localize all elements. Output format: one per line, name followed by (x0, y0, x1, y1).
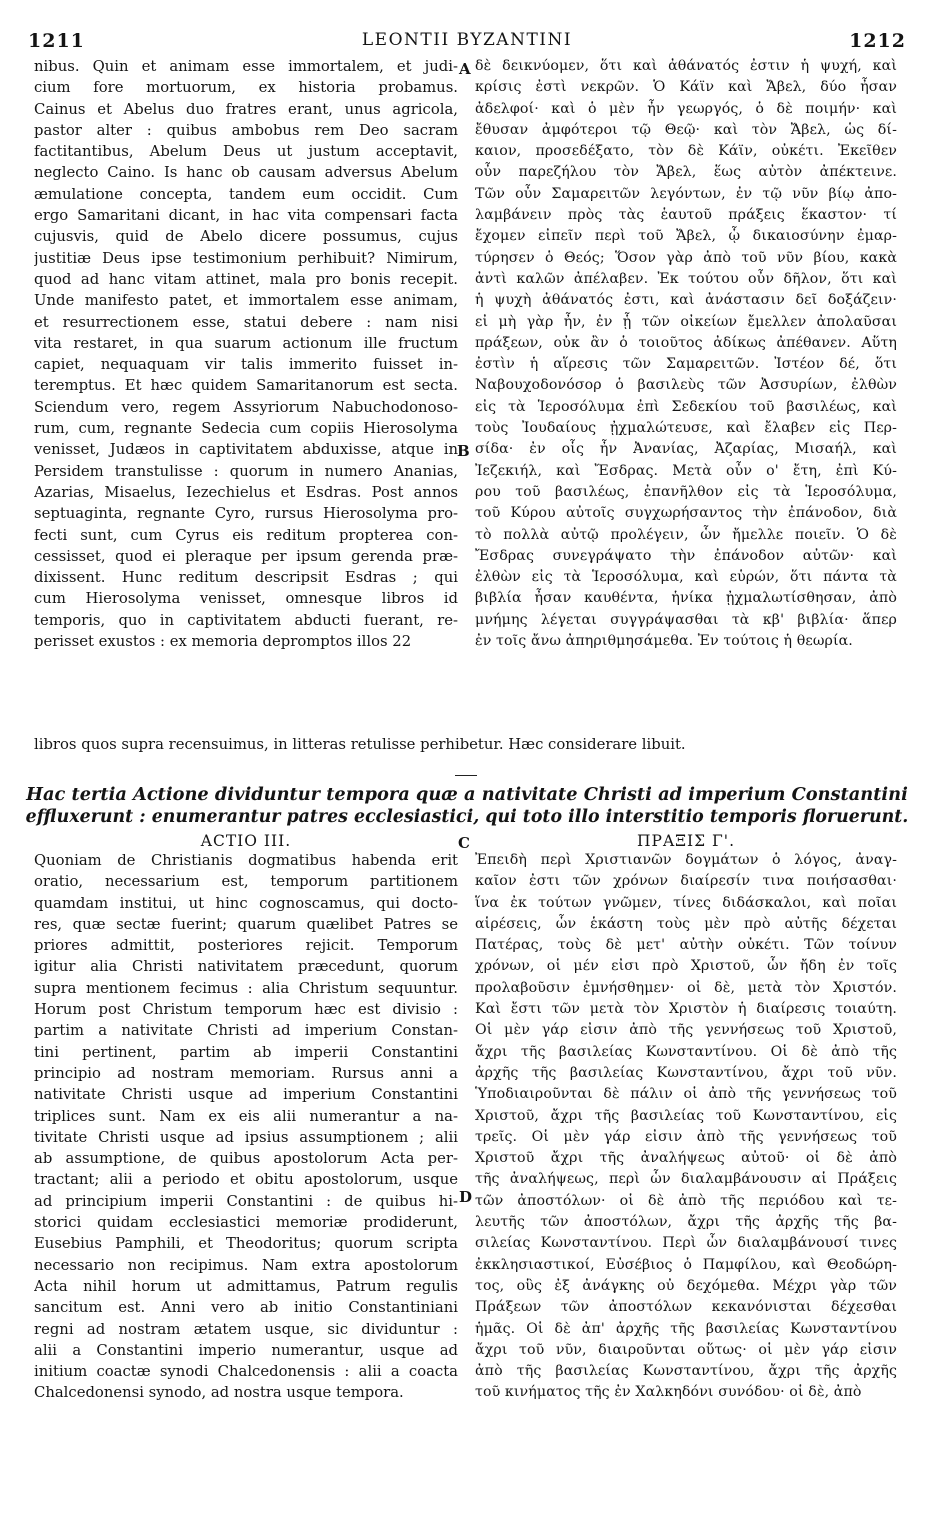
text-line: res, quæ sectæ fuerint; quarum quælibet Patres se (34, 915, 458, 933)
text-line: fecti sunt, cum Cyrus eis reditum propterea con- (34, 526, 458, 544)
text-line: Χριστοῦ ἄχρι τῆς ἀναλήψεως αὐτοῦ· οἱ δὲ ἀπὸ (475, 1150, 897, 1167)
page-number-right: 1212 (849, 30, 906, 52)
text-line: σιλείας Κωνσταντίνου. Περὶ ὧν διαλαμβάνουσί τινες (475, 1235, 897, 1252)
text-line: Azarias, Misaelus, Iezechielus et Esdras. Post annos (34, 483, 458, 501)
text-line: ἄχρι τοῦ νῦν, διαιροῦνται οὕτως· οἱ μὲν γάρ εἰσιν (475, 1341, 897, 1358)
text-line: storici quidam ecclesiastici memoriæ prodiderunt, (34, 1214, 458, 1232)
text-line: tini pertinent, partim ab imperii Constantini (34, 1043, 458, 1061)
text-line: partim a nativitate Christi ad imperium Constan- (34, 1022, 458, 1040)
text-line: vita restaret, in qua suarum actionum ille fructum (34, 334, 458, 352)
text-line: ἐλθὼν εἰς τὰ Ἱεροσόλυμα, καὶ εὑρών, ὅτι πάντα τὰ (475, 569, 897, 586)
text-line: sancitum est. Anni vero ab initio Constantiniani (34, 1299, 458, 1317)
text-line: ἐστὶν ἡ αἵρεσις τῶν Σαμαρειτῶν. Ἰστέον δέ, ὅτι (475, 356, 897, 373)
text-line: nativitate Christi usque ad imperium Constantini (34, 1086, 458, 1104)
text-line: ἵνα ἐκ τούτων γνῶμεν, τίνες διδάσκαλοι, καὶ ποῖαι (475, 894, 897, 911)
text-line: ἔθυσαν ἀμφότεροι τῷ Θεῷ· καὶ τὸν Ἄβελ, ὡς δί- (475, 121, 897, 138)
text-line: cujusvis, quid de Abelo dicere possumus, cujus (34, 228, 458, 246)
text-line: pastor alter : quibus ambobus rem Deo sacram (34, 121, 458, 139)
text-line: initium coactæ synodi Chalcedonensis : alii a coacta (34, 1363, 458, 1381)
text-line: ad principium imperii Constantini : de quibus hi- (34, 1192, 458, 1210)
text-line: ἀρχῆς τῆς βασιλείας Κωνσταντίνου, ἄχρι τοῦ νῦν. (475, 1064, 897, 1081)
text-line: Τῶν οὖν Σαμαρειτῶν λεγόντων, ἐν τῷ νῦν βίῳ ἀπο- (475, 185, 897, 202)
text-line: cum Hierosolyma venisset, omnesque libros id (34, 590, 458, 608)
text-line: Persidem transtulisse : quorum in numero Ananias, (34, 462, 458, 480)
text-line: Ἐπειδὴ περὶ Χριστιανῶν δογμάτων ὁ λόγος, ἀναγ- (475, 852, 897, 868)
page-number-left: 1211 (28, 30, 85, 52)
text-line: τρεῖς. Οἱ μὲν γάρ εἰσιν ἀπὸ τῆς γεννήσεως τοῦ (475, 1128, 897, 1145)
margin-letter-d: D (459, 1188, 473, 1206)
text-line: ἀντὶ καλῶν ἀπέλαβεν. Ἐκ τούτου οὖν δῆλον, ὅτι καὶ (475, 270, 897, 287)
text-line: ἔχομεν εἰπεῖν περὶ τοῦ Ἄβελ, ᾧ δικαιοσύνην ἐμαρ- (475, 228, 897, 245)
text-line: perisset exustos : ex memoria depromptos illos 22 (34, 633, 412, 651)
margin-letter-c: C (458, 834, 470, 852)
text-line: Ναβουχοδονόσορ ὁ βασιλεὺς τῶν Ἀσσυρίων, ἐλθὼν (475, 377, 897, 394)
text-line: ἐν τοῖς ἄνω ἀπηριθμησάμεθα. Ἐν τούτοις ἡ θεωρία. (475, 633, 853, 650)
text-line: Ἔσδρας συνεγράψατο τὴν ἐπάνοδον αὐτῶν· καὶ (475, 547, 897, 564)
text-line: κρίσις ἐστὶ νεκρῶν. Ὁ Κάϊν καὶ Ἄβελ, δύο ἦσαν (475, 79, 897, 96)
text-line: Ὑποδιαιροῦνται δὲ πάλιν οἱ ἀπὸ τῆς γεννήσεως τοῦ (475, 1086, 897, 1103)
text-line: capiet, nequaquam vir talis immerito fuisset in- (34, 356, 458, 374)
text-line: τὸ πολλὰ αὐτῷ προλέγειν, ὧν ἤμελλε ποιεῖν. Ὁ δὲ (475, 526, 897, 543)
text-line: εἰς τὰ Ἱεροσόλυμα ἐπὶ Σεδεκίου τοῦ βασιλέως, καὶ (475, 398, 897, 415)
text-line: Horum post Christum temporum hæc est divisio : (34, 1001, 458, 1019)
text-line: igitur alia Christi nativitatem præcedunt, quorum (34, 958, 458, 976)
text-line: oratio, necessarium est, temporum partitionem (34, 873, 458, 891)
greek-column-section3 (475, 850, 897, 1404)
text-line: principio ad nostram memoriam. Rursus anni a (34, 1064, 458, 1082)
section-heading-line: Hac tertia Actione dividuntur tempora quæ a nativitate Christi ad imperium Constantini (26, 784, 908, 805)
actio-greek-title: ΠΡΑΞΙΣ Γ'. (637, 832, 735, 850)
text-line: cium fore mortuorum, ex historia probamus. (34, 79, 458, 97)
text-line: λαμβάνειν πρὸς τὰς ἑαυτοῦ πράξεις ἕκαστον· τί (475, 207, 897, 224)
text-line: χρόνων, οἱ μέν εἰσι πρὸ Χριστοῦ, ὧν ἤδη ἐν τοῖς (475, 958, 897, 975)
text-line: τῆς ἀναλήψεως, περὶ ὧν διαλαμβάνουσιν αἱ Πράξεις (475, 1171, 897, 1188)
margin-letter-a: A (459, 60, 471, 78)
text-line: septuaginta, regnante Cyro, rursus Hierosolyma pro- (34, 505, 458, 523)
text-line: cessisset, quod ei pleraque per ipsum gerenda præ- (34, 547, 458, 565)
text-line: Πράξεων τῶν ἀποστόλων κεκανόνισται δέχεσθαι (475, 1299, 897, 1316)
text-line: Unde manifesto patet, et immortalem esse animam, (34, 292, 458, 310)
text-line: τοὺς Ἰουδαίους ᾐχμαλώτευσε, καὶ ἔλαβεν εἰς Περ- (475, 420, 897, 437)
greek-column-section1 (475, 56, 897, 652)
text-line: Καὶ ἔστι τῶν μετὰ τὸν Χριστὸν ἡ διαίρεσις τοιαύτη. (475, 1001, 897, 1018)
text-line: factitantibus, Abelum Deus ut justum acceptavit, (34, 143, 458, 161)
text-line: Χριστοῦ, ἄχρι τῆς βασιλείας τοῦ Κωνσταντίνου, εἰς (475, 1107, 897, 1124)
text-line: Acta nihil horum ut admittamus, Patrum regulis (34, 1277, 458, 1295)
text-line: nibus. Quin et animam esse immortalem, et judi- (34, 58, 458, 75)
text-line: et resurrectionem esse, statui debere : nam nisi (34, 313, 458, 331)
text-line: Πατέρας, τοὺς δὲ μετ' αὐτὴν οὐκέτι. Τῶν τοίνυν (475, 937, 897, 954)
section1-closing-line: libros quos supra recensuimus, in litteras retulisse perhibetur. Hæc considerare libuit. (34, 736, 686, 753)
text-line: regni ad nostram ætatem usque, sic dividuntur : (34, 1320, 458, 1338)
text-line: quod ad hanc vitam attinet, mala pro bonis recepit. (34, 270, 458, 288)
text-line: τῶν ἀποστόλων· οἱ δὲ ἀπὸ τῆς περιόδου καὶ τε- (475, 1192, 897, 1209)
text-line: εἰ μὴ γὰρ ἦν, ἐν ᾗ τῶν οἰκείων ἔμελλεν ἀπολαῦσαι (475, 313, 897, 330)
text-line: quamdam institui, ut hinc cognoscamus, qui docto- (34, 894, 458, 912)
text-line: venisset, Judæos in captivitatem abduxisse, atque in (34, 441, 458, 459)
text-line: τος, οὓς ἐξ ἀνάγκης οὐ δεχόμεθα. Μέχρι γὰρ τῶν (475, 1277, 897, 1294)
text-line: καιον, προσεδέξατο, τὸν δὲ Κάϊν, οὐκέτι. Ἐκεῖθεν (475, 143, 897, 160)
text-line: ἐκκλησιαστικοί, Εὐσέβιος ὁ Παμφίλου, καὶ Θεοδώρη- (475, 1256, 897, 1273)
text-line: alii a Constantini imperio numerantur, usque ad (34, 1341, 458, 1359)
text-line: τοῦ κινήματος τῆς ἐν Χαλκηδόνι συνόδου· οἱ δὲ, ἀπὸ (475, 1384, 862, 1401)
text-line: ergo Samaritani dicant, in hac vita compensari facta (34, 207, 458, 225)
text-line: tractant; alii a periodo et obitu apostolorum, usque (34, 1171, 458, 1189)
text-line: σίδα· ἐν οἷς ἦν Ἀνανίας, Ἀζαρίας, Μισαήλ, καὶ (475, 441, 897, 458)
text-line: Οἱ μὲν γάρ εἰσιν ἀπὸ τῆς γεννήσεως τοῦ Χριστοῦ, (475, 1022, 897, 1039)
text-line: tivitate Christi usque ad ipsius assumptionem ; alii (34, 1128, 458, 1146)
text-line: triplices sunt. Nam ex eis alii numerantur a na- (34, 1107, 458, 1125)
text-line: ἀπὸ τῆς βασιλείας Κωνσταντίνου, ἄχρι τῆς ἀρχῆς (475, 1363, 897, 1380)
text-line: neglecto Caino. Is hanc ob causam adversus Abelum (34, 164, 458, 182)
text-line: μνήμης λέγεται συγγράψασθαι τὰ κβ' βιβλία· ἅπερ (475, 611, 897, 628)
text-line: ἡ ψυχὴ ἀθάνατός ἐστι, καὶ ἀνάστασιν δεῖ δοξάζειν· (475, 292, 897, 309)
text-line: ἀδελφοί· καὶ ὁ μὲν ἦν γεωργός, ὁ δὲ ποιμήν· καὶ (475, 100, 897, 117)
text-line: rum, cum, regnante Sedecia cum copiis Hierosolyma (34, 420, 458, 438)
text-line: ab assumptione, de quibus apostolorum Acta per- (34, 1150, 458, 1168)
latin-column-section3 (34, 850, 458, 1404)
actio-latin-title: ACTIO III. (200, 832, 292, 850)
text-line: æmulatione concepta, tandem eum occidit. Cum (34, 185, 458, 203)
text-line: προλαβοῦσιν ἐμνήσθημεν· οἱ δὲ, μετὰ τὸν Χριστόν. (475, 979, 897, 996)
text-line: justitiæ Deus ipse testimonium perhibuit? Nimirum, (34, 249, 458, 267)
text-line: supra mentionem fecimus : alia Christum sequuntur. (34, 979, 458, 997)
text-line: βιβλία ἦσαν καυθέντα, ἡνίκα ᾐχμαλωτίσθησαν, ἀπὸ (475, 590, 897, 607)
text-line: Chalcedonensi synodo, ad nostra usque tempora. (34, 1384, 404, 1402)
text-line: δὲ δεικνύομεν, ὅτι καὶ ἀθάνατός ἐστιν ἡ ψυχή, καὶ (475, 58, 897, 74)
section-heading (22, 784, 912, 828)
text-line: ἡμᾶς. Οἱ δὲ ἀπ' ἀρχῆς τῆς βασιλείας Κωνσταντίνου (475, 1320, 897, 1337)
text-line: Eusebius Pamphili, et Theodoritus; quorum scripta (34, 1235, 458, 1253)
text-line: teremptus. Et hæc quidem Samaritanorum est secta. (34, 377, 458, 395)
text-line: Cainus et Abelus duo fratres erant, unus agricola, (34, 100, 458, 118)
text-line: οὖν παρεζήλου τὸν Ἄβελ, ἕως αὐτὸν ἀπέκτεινε. (475, 164, 897, 181)
text-line: priores admittit, posteriores rejicit. Temporum (34, 937, 458, 955)
running-title: LEONTII BYZANTINI (361, 30, 573, 50)
section-divider (455, 775, 477, 776)
text-line: αἱρέσεις, ὧν ἑκάστη τοὺς μὲν πρὸ αὐτῆς δέχεται (475, 915, 897, 932)
text-line: καῖον ἐστι τῶν χρόνων διαίρεσίν τινα ποιήσασθαι· (475, 873, 897, 890)
text-line: λευτῆς τῶν ἀποστόλων, ἄχρι τῆς ἀρχῆς τῆς βα- (475, 1214, 897, 1231)
text-line: τύρησεν ὁ Θεός; Ὅσον γὰρ ἀπὸ τοῦ νῦν βίου, κακὰ (475, 249, 897, 266)
text-line: necessario non recipimus. Nam extra apostolorum (34, 1256, 458, 1274)
text-line: Quoniam de Christianis dogmatibus habenda erit (34, 852, 458, 869)
text-line: τοῦ Κύρου αὐτοῖς συγχωρήσαντος τὴν ἐπάνοδον, διὰ (475, 505, 897, 522)
text-line: πράξεων, οὐκ ἂν ὁ τοιοῦτος ἀδίκως ἀπέθανεν. Αὕτη (475, 334, 897, 351)
text-line: ρου τοῦ βασιλέως, ἐπανῆλθον εἰς τὰ Ἱεροσόλυμα, (475, 483, 897, 500)
running-head (28, 30, 906, 56)
section-heading-line: effluxerunt : enumerantur patres ecclesiastici, qui toto illo interstitio temporis floruerunt. (25, 807, 909, 827)
latin-column-section1 (34, 56, 458, 652)
margin-letter-b: B (457, 442, 470, 460)
text-line: temporis, quo in captivitatem abducti fuerant, re- (34, 611, 458, 629)
text-line: ἄχρι τῆς βασιλείας Κωνσταντίνου. Οἱ δὲ ἀπὸ τῆς (475, 1043, 897, 1060)
text-line: Ἰεζεκιήλ, καὶ Ἔσδρας. Μετὰ οὖν ο' ἔτη, ἐπὶ Κύ- (475, 462, 897, 479)
text-line: dixissent. Hunc reditum descripsit Esdras ; qui (34, 569, 458, 587)
text-line: Sciendum vero, regem Assyriorum Nabuchodonoso- (34, 398, 458, 416)
